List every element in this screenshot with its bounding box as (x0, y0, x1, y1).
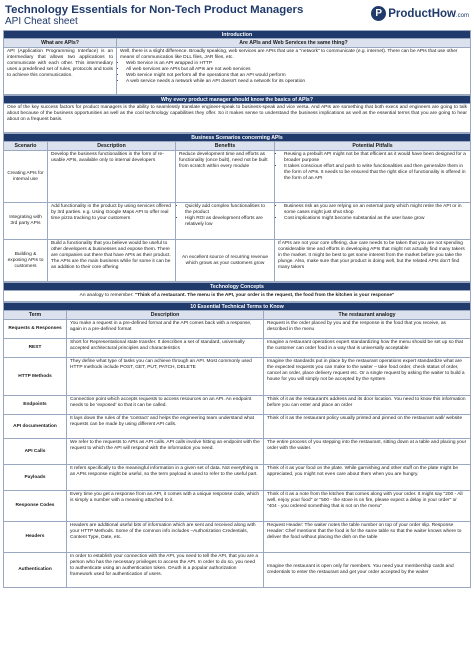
term-cell: Headers (3, 522, 67, 553)
scenario-cell: Creating APIs for internal use (3, 151, 48, 203)
term-column-header: Term (3, 311, 67, 320)
table-row (3, 522, 471, 553)
table-row (3, 240, 471, 282)
table-row (3, 358, 471, 396)
table-row (3, 553, 471, 588)
what-are-apis-header: What are APIs? (3, 39, 117, 48)
term-description-cell: Connection point which accepts requests to access resources on an API. An endpoint needs to be 'exposed' so that it can be called. (67, 396, 264, 415)
description-cell: Add functionality in the product by using services offered by 3rd parties. e.g. Using Google Maps API to offer real time pizza tracking to your customers (48, 203, 176, 240)
list-item: • Quickly add complex functionalities to the product (185, 204, 271, 216)
benefits-cell (176, 203, 275, 240)
term-analogy-cell: Think of it as your food on the plate. While garnishing and other stuff on the plate might be appreciated, you might not even care about them when you are hungry. (264, 465, 471, 491)
term-description-cell: It refers specifically to the meaningful information in a given set of data. Not everything in an APIs response might be useful, so the term payload is used to refer to the useful part. (67, 465, 264, 491)
term-analogy-cell: Request Header: The waiter notes the table number on top of your order slip. Response Header: Chef mentions that the food is for the same table so that the waiter knows where to deliver the food without placing the dish on the table (264, 522, 471, 553)
title-block (5, 4, 303, 28)
term-description-cell: We refer to the requests to APIs as API calls. API calls involve hitting an endpoint with the request to which the API will respond with the information you need. (67, 439, 264, 465)
list-item: • Web Service is an API wrapped in HTTP (126, 61, 467, 67)
term-cell: REST (3, 339, 67, 358)
essential-terms-heading: 10 Essential Technical Terms to Know (3, 302, 471, 311)
table-row (3, 320, 471, 339)
term-description-cell: In order to establish your connection with the API, you need to tell the API, that you are a person who has the necessary privileges to access the API. In order to do so, you need to authenticate using an authentication token. OAuth is a popular authorization framework used for authentication of users. (67, 553, 264, 588)
apis-vs-web-services-text: Well, there is a slight difference. Broadly speaking, web services are APIs that use a "network" to communicate (e.g. internet). There can be APIs that use other means of communication like DLL files, JAR files, etc. (120, 49, 458, 60)
table-row (3, 439, 471, 465)
introduction-heading: Introduction (3, 30, 471, 39)
term-analogy-cell: Request is the order placed by you and the response is the food that you receive, as described in the menu (264, 320, 471, 339)
list-item: • High ROI as development efforts are relatively low (185, 216, 271, 228)
introduction-header-row (3, 39, 471, 48)
what-are-apis-text: API (Application Programming Interface) is an intermediary that allows two applications to communicate with each other. This intermediary uses a predefined set of rules, protocols and tools to achieve this communication. (3, 48, 117, 95)
table-row (3, 396, 471, 415)
list-item: • All web services are APIs but all APIs are not web services (126, 67, 467, 73)
table-row (3, 415, 471, 439)
analogy-quote: "Think of a restaurant. The menu is the API, your order is the request, the food from the kitchen is your response" (134, 293, 395, 298)
page-header (3, 0, 471, 30)
list-item: • It takes conscious effort and push to write functionalities and then generalize them in the form of APIs. It needs to be ensured that the right slice of functionality is offered in the form of an API (284, 164, 467, 182)
restaurant-analogy: An analogy to remember: "Think of a restaurant. The menu is the API, your order is the request, the food from the kitchen is your response" (3, 291, 471, 302)
term-description-cell: Short for Representational state transfer. It describes a set of standard, universally accepted architectural principles and characteristics (67, 339, 264, 358)
list-item: • Reusing a prebuilt API might not be that efficient as it would have been designed for a broader purpose (284, 152, 467, 164)
benefits-column-header: Benefits (176, 142, 275, 151)
term-cell: Payloads (3, 465, 67, 491)
business-header-row (3, 142, 471, 151)
benefits-cell: Reduce development time and efforts as functionality (once built), need not be built from scratch within every module (176, 151, 275, 203)
term-analogy-cell: Imagine the restaurant is open only for members. You need your membership cards and credentials to enter the restaurant and get your order accepted by the waiter (264, 553, 471, 588)
technology-concepts-heading: Technology Concepts (3, 282, 471, 291)
description-cell: Build a functionality that you believe would be useful to other developers & businesses and expose them. There are companies out there that have APIs as their product. The APIs are the main business while for some it can be an addition to their core offering (48, 240, 176, 282)
producthow-logo-icon: P (371, 6, 386, 21)
scenario-cell: Building & exposing APIs to customers (3, 240, 48, 282)
table-row (3, 339, 471, 358)
introduction-body-row (3, 48, 471, 95)
term-analogy-cell: Imagine the standards put in place by the restaurant operations expert standardize what are the expected requests you can make to the waiter – take food order, check status of order, cancel an order, place delivery request etc. Or a single request by asking the waiter to build a house for you will simply not be accepted by the system (264, 358, 471, 396)
term-cell: API Calls (3, 439, 67, 465)
scenario-cell: Integrating with 3rd party APIs (3, 203, 48, 240)
term-analogy-cell: Imagine a restaurant operations expert standardizing how the menu should be set up so that the customer can order food in a way that is universally acceptable (264, 339, 471, 358)
term-cell: Authentication (3, 553, 67, 588)
producthow-logo (371, 6, 469, 21)
apis-vs-web-services-header: Are APIs and Web Services the same thing? (117, 39, 471, 48)
term-analogy-cell: Think of it as the restaurant policy usually printed and pinned on the restaurant wall/ website (264, 415, 471, 439)
term-cell: HTTP Methods (3, 358, 67, 396)
pitfalls-cell (275, 151, 471, 203)
description-cell: Develop the business functionalities in the form of re-usable APIs, available only to internal developers (48, 151, 176, 203)
term-cell: Requests & Responses (3, 320, 67, 339)
term-description-cell: Every time you get a response from an API, it comes with a unique response code, which is simply a number with a meaning attached to it. (67, 491, 264, 522)
terms-header-row (3, 311, 471, 320)
pitfalls-column-header: Potential Pitfalls (275, 142, 471, 151)
pitfalls-cell: If APIs are not your core offering, due care needs to be taken that you are not spending considerable time and efforts in developing APIs that might not actually find many takers in the market. It might be best to get some interest from the market before you take the plunge. Also, make sure that your product is doing well, but the related APIs don't find many takers (275, 240, 471, 282)
term-cell: Endpoints (3, 396, 67, 415)
apis-vs-web-services-cell (117, 48, 471, 95)
table-row (3, 491, 471, 522)
term-description-column-header: Description (67, 311, 264, 320)
benefits-cell: An excellent source of recurring revenue which grows as your customers grow (176, 240, 275, 282)
term-analogy-cell: Think of it as the restaurant's address and its door location. You need to know this information before you can enter and place an order (264, 396, 471, 415)
logo-text: ProductHow.com (388, 7, 469, 20)
pitfalls-cell (275, 203, 471, 240)
list-item: • Business risk as you are relying on an external party which might retire the API or in some cases might just shut shop (284, 204, 467, 216)
description-column-header: Description (48, 142, 176, 151)
page-subtitle: API Cheat sheet (5, 16, 78, 27)
list-item: • A web service needs a network while an API doesn't need a network for its operation (126, 79, 467, 85)
list-item: • Web service might not perform all the operations that an API would perform (126, 73, 467, 79)
why-text: One of the key success factors for product managers is the ability to seamlessly translate engineer-speak to business-speak and vice versa. And APIs are something that both execs and engineers are going to talk about because of the business opportunities as well as the cool technology capabilities they offer. So it makes sense to understand the business implications as well as the essential terms that you are going to hear about on a frequent basis. (3, 104, 471, 133)
term-description-cell: They define what type of tasks you can achieve through an API. Most commonly used HTTP methods include POST, GET, PUT, PATCH, DELETE (67, 358, 264, 396)
why-heading: Why every product manager should know the basics of APIs? (3, 95, 471, 104)
table-row (3, 151, 471, 203)
restaurant-analogy-column-header: The restaurant analogy (264, 311, 471, 320)
web-services-bullets (120, 61, 467, 85)
term-description-cell: Headers are additional useful bits of information which are sent and received along with your HTTP Methods. Some of the common info includes –Authorization Credentials, Content Type, Date, etc. (67, 522, 264, 553)
scenario-column-header: Scenario (3, 142, 48, 151)
term-cell: Response Codes (3, 491, 67, 522)
table-row (3, 203, 471, 240)
term-analogy-cell: Think of it as a note from the kitchen that comes along with your order. It might say "200 - All well, enjoy your food" or "500 - the stove is on fire, please expect a delay in your order" or "404 - you ordered something that is not on the menu" (264, 491, 471, 522)
term-description-cell: It lays down the rules of the 'contract' and helps the engineering team understand what requests can be made by using different API calls. (67, 415, 264, 439)
term-cell: API documentation (3, 415, 67, 439)
term-analogy-cell: The entire process of you stepping into the restaurant, sitting down at a table and placing your order with the waiter. (264, 439, 471, 465)
table-row (3, 465, 471, 491)
page-title: Technology Essentials for Non-Tech Product Managers (5, 4, 304, 16)
term-description-cell: You make a request in a pre-defined format and the API comes back with a response, again in a pre-defined format (67, 320, 264, 339)
business-scenarios-heading: Business Scenarios concerning APIs (3, 133, 471, 142)
list-item: • Cost implications might become substantial as the user base grow (284, 216, 467, 222)
